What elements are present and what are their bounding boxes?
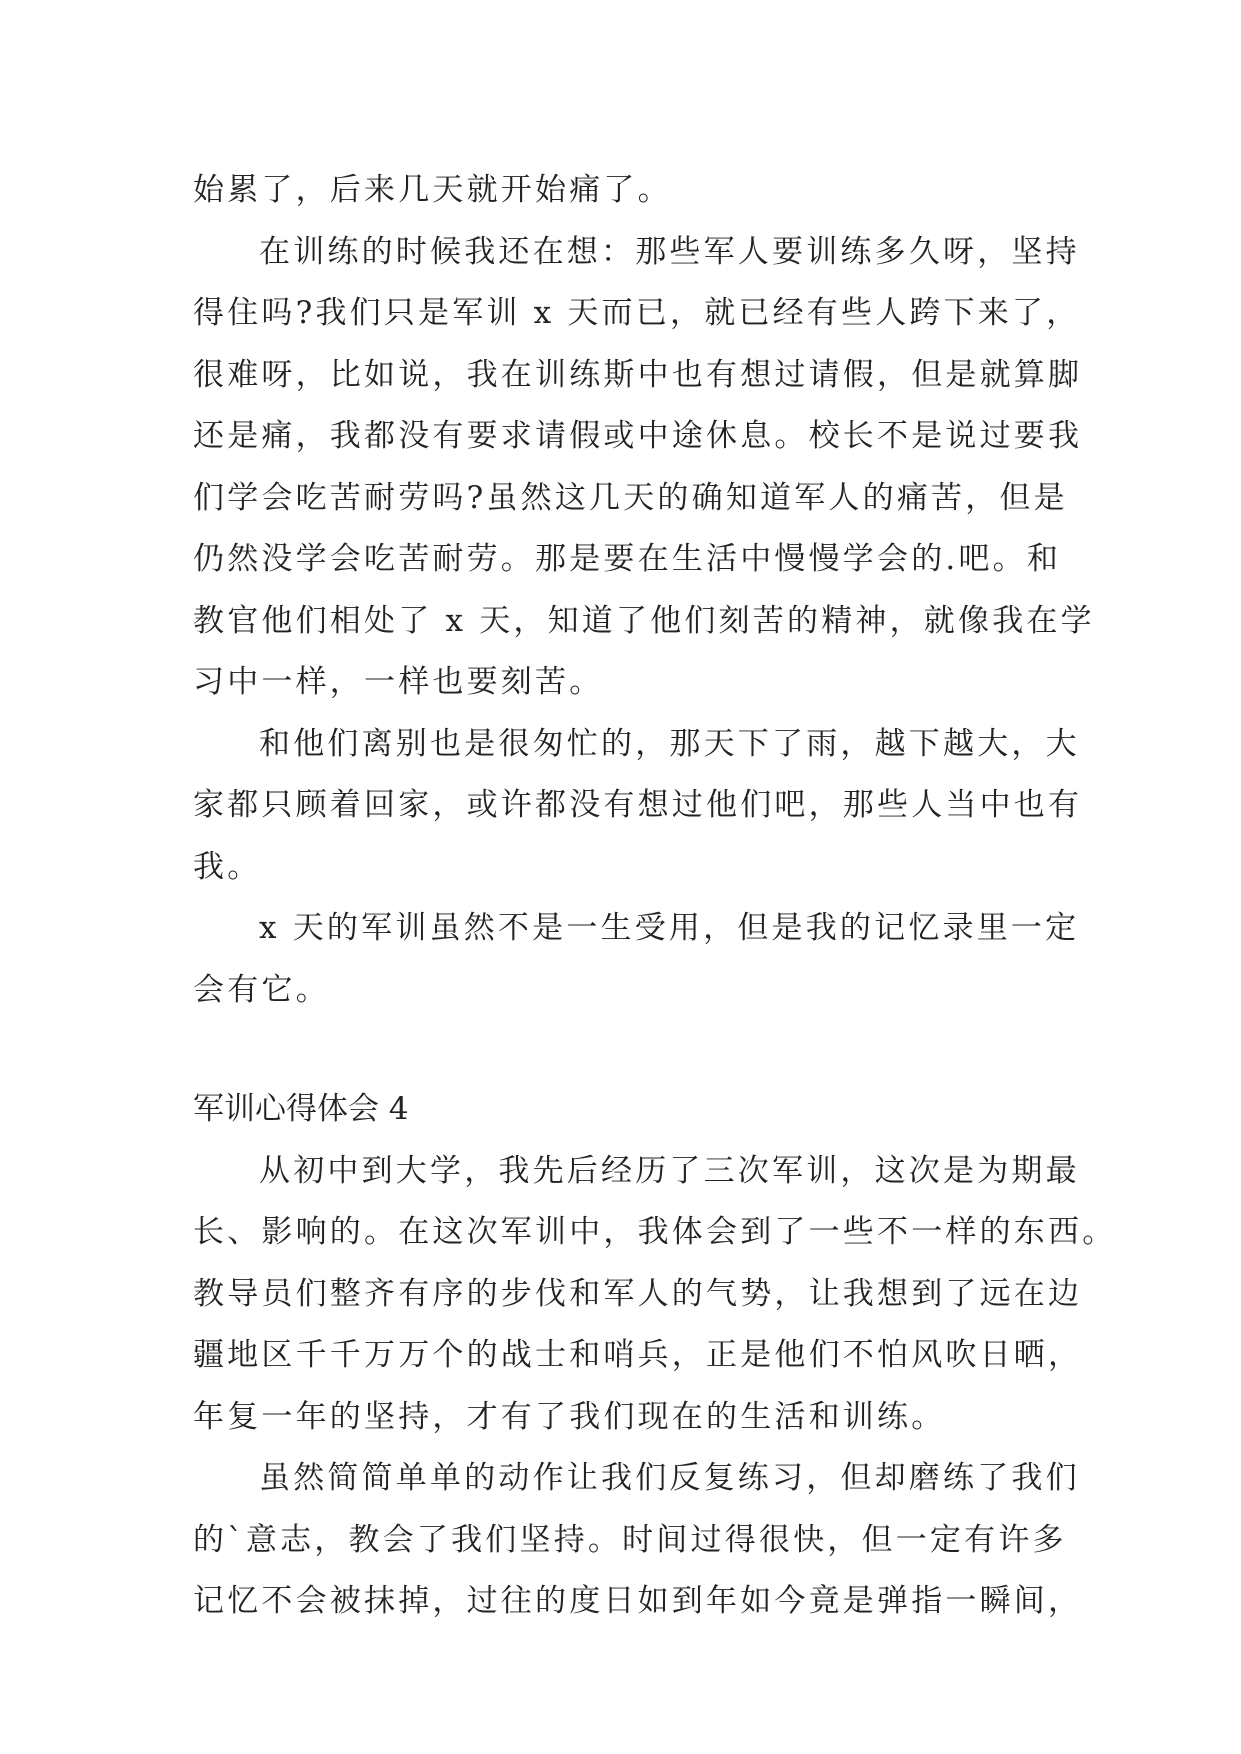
paragraph-line: 和他们离别也是很匆忙的，那天下了雨，越下越大，大 [259,725,1080,762]
paragraph-line: 教官他们相处了 x 天，知道了他们刻苦的精神，就像我在学 [193,602,1095,639]
paragraph-line: 仍然没学会吃苦耐劳。那是要在生活中慢慢学会的.吧。和 [193,541,1062,577]
paragraph-line: 疆地区千千万万个的战士和哨兵，正是他们不怕风吹日晒， [193,1337,1083,1373]
paragraph-line: 在训练的时候我还在想：那些军人要训练多久呀，坚持 [259,233,1080,270]
paragraph-line: 还是痛，我都没有要求请假或中途休息。校长不是说过要我 [193,418,1083,454]
section-gap [193,1021,1053,1079]
paragraph-line: 习中一样，一样也要刻苦。 [193,664,604,700]
paragraph-line: 们学会吃苦耐劳吗?虽然这几天的确知道军人的痛苦，但是 [193,479,1068,516]
paragraph-line: x 天的军训虽然不是一生受用，但是我的记忆录里一定 [259,910,1080,946]
document-body [193,160,1117,1633]
paragraph-line: 虽然简简单单的动作让我们反复练习，但却磨练了我们 [259,1460,1080,1496]
paragraph-line: 从初中到大学，我先后经历了三次军训，这次是为期最 [259,1152,1080,1189]
paragraph-line: 教导员们整齐有序的步伐和军人的气势，让我想到了远在边 [193,1275,1083,1312]
paragraph-line: 家都只顾着回家，或许都没有想过他们吧，那些人当中也有 [193,787,1083,823]
section-heading: 军训心得体会 4 [193,1091,409,1127]
paragraph-line: 记忆不会被抹掉，过往的度日如到年如今竟是弹指一瞬间， [193,1583,1083,1619]
paragraph-line: 很难呀，比如说，我在训练斯中也有想过请假，但是就算脚 [193,356,1083,393]
paragraph-line: 始累了，后来几天就开始痛了。 [193,172,672,208]
paragraph-line: 的`意志，教会了我们坚持。时间过得很快，但一定有许多 [193,1521,1067,1558]
paragraph-line: 我。 [193,848,262,885]
paragraph-line: 得住吗?我们只是军训 x 天而已，就已经有些人跨下来了， [193,295,1081,331]
paragraph-line: 年复一年的坚持，才有了我们现在的生活和训练。 [193,1398,946,1435]
paragraph-line: 长、影响的。在这次军训中，我体会到了一些不一样的东西。 [193,1214,1117,1250]
paragraph-line: 会有它。 [193,971,330,1008]
